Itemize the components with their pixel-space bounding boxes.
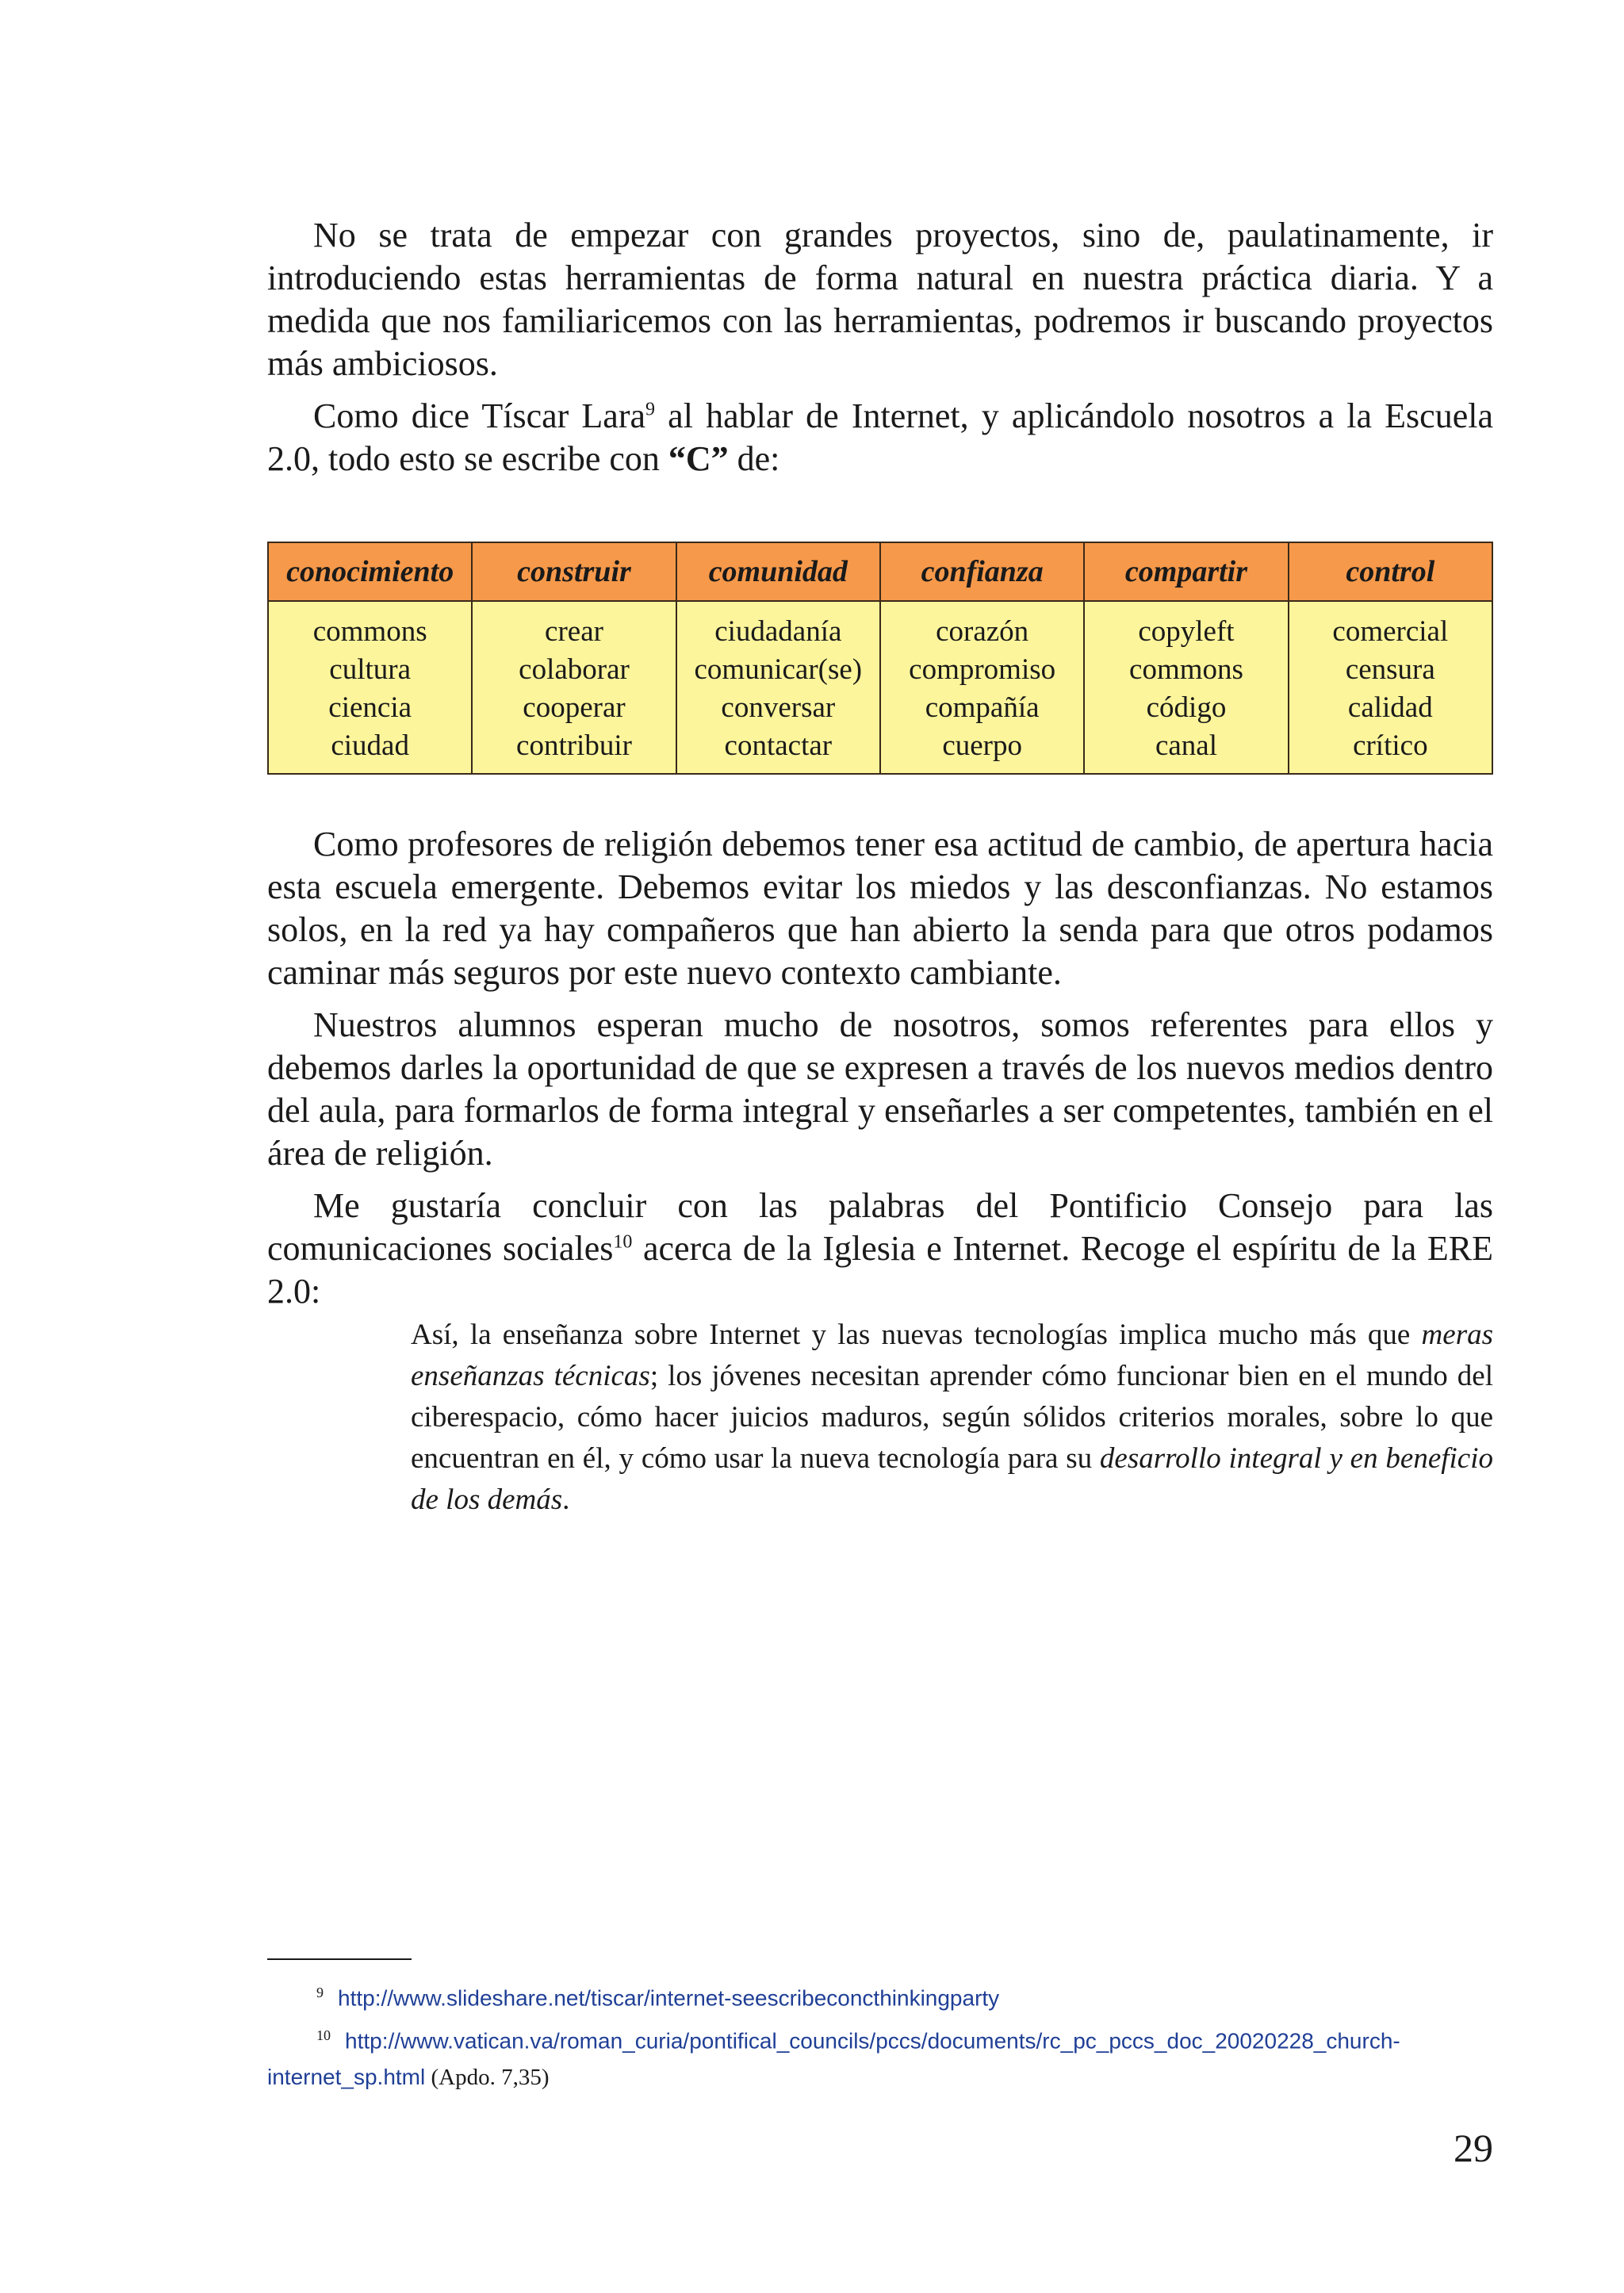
header-cell: conocimiento bbox=[268, 542, 472, 601]
paragraph-5 bbox=[267, 1185, 1493, 1313]
cell-word: contribuir bbox=[516, 729, 632, 762]
cell-word: colaborar bbox=[519, 653, 630, 686]
quote-italic-b: meras enseñanzas técnicas bbox=[411, 1319, 1493, 1392]
cell-word: ciudad bbox=[331, 729, 409, 762]
page-number: 29 bbox=[1454, 2126, 1493, 2170]
header-cell: comunidad bbox=[676, 542, 880, 601]
footnote-ref-9[interactable]: 9 bbox=[645, 399, 656, 420]
cell-word: crítico bbox=[1353, 729, 1428, 762]
cell-word: crear bbox=[545, 615, 603, 648]
paragraph-1: No se trata de empezar con grandes proyectos, sino de, paulatinamente, ir introduciendo estas herramientas de forma natural en nuestra práctica diaria. Y a medida que nos familiaricemos con las herramientas, podremos ir buscando proyectos más ambiciosos. bbox=[267, 216, 1493, 383]
quote-text-c: ; los jóvenes necesitan aprender cómo funcionar bien en el mundo del ciberespacio, cómo hacer juicios maduros, según sólidos criterios morales, sobre lo que encuentran en él, y cómo usar la nueva tecnología para su bbox=[411, 1360, 1493, 1475]
body-text bbox=[267, 823, 1493, 1323]
cell-word: commons bbox=[1129, 653, 1243, 686]
cell-word: compromiso bbox=[909, 653, 1056, 686]
table-cell bbox=[1084, 601, 1288, 774]
footnote-10 bbox=[267, 2017, 1493, 2096]
header-cell: compartir bbox=[1084, 542, 1288, 601]
header-cell: control bbox=[1289, 542, 1492, 601]
table-cell bbox=[880, 601, 1084, 774]
cell-word: copyleft bbox=[1138, 615, 1235, 648]
intro-text bbox=[267, 214, 1493, 490]
quote-text-e: . bbox=[562, 1483, 570, 1516]
p2-text-d: de: bbox=[728, 439, 780, 478]
cell-word: compañía bbox=[925, 691, 1040, 724]
block-quote bbox=[411, 1315, 1493, 1521]
paragraph-2 bbox=[267, 395, 1493, 480]
c-words-table bbox=[267, 542, 1493, 775]
cell-word: calidad bbox=[1347, 691, 1433, 724]
cell-word: comunicar(se) bbox=[694, 653, 863, 686]
table-row bbox=[268, 601, 1492, 774]
cell-word: ciudadanía bbox=[714, 615, 842, 648]
footnote-9 bbox=[267, 1974, 1493, 2017]
p5-text-a: Me gustaría concluir con las palabras del Pontificio Consejo para las comunicaciones sociales bbox=[267, 1186, 1493, 1268]
header-cell: confianza bbox=[880, 542, 1084, 601]
header-cell: construir bbox=[472, 542, 676, 601]
footnote-link[interactable]: http://www.slideshare.net/tiscar/internet-seescribeconcthinkingparty bbox=[338, 1985, 1000, 2011]
footnote-separator bbox=[267, 1958, 412, 1960]
p2-text-b: al hablar de Internet, y aplicándolo nosotros a la Escuela 2.0, todo esto se escribe con bbox=[267, 396, 1493, 478]
footnotes bbox=[267, 1974, 1493, 2096]
cell-word: cuerpo bbox=[942, 729, 1022, 762]
cell-word: ciencia bbox=[328, 691, 412, 724]
cell-word: contactar bbox=[724, 729, 833, 762]
cell-word: commons bbox=[312, 615, 427, 648]
table-cell bbox=[472, 601, 676, 774]
table-cell bbox=[268, 601, 472, 774]
p2-bold-c: “C” bbox=[668, 439, 729, 478]
p2-text-a: Como dice Tíscar Lara bbox=[313, 396, 646, 435]
paragraph-3: Como profesores de religión debemos tener esa actitud de cambio, de apertura hacia esta escuela emergente. Debemos evitar los miedos y las desconfianzas. No estamos solos, en la red ya hay compañeros que han abierto la senda para que otros podamos caminar más seguros por este nuevo contexto cambiante. bbox=[267, 825, 1493, 992]
cell-word: código bbox=[1146, 691, 1227, 724]
p5-text-b: acerca de la Iglesia e Internet. Recoge el espíritu de la ERE 2.0: bbox=[267, 1229, 1493, 1311]
footnote-ref-10[interactable]: 10 bbox=[613, 1231, 633, 1253]
footnote-number: 9 bbox=[316, 1985, 324, 2000]
cell-word: cultura bbox=[329, 653, 412, 686]
paragraph-4: Nuestros alumnos esperan mucho de nosotros, somos referentes para ellos y debemos darles la oportunidad de que se expresen a través de los nuevos medios dentro del aula, para formarlos de forma integral y enseñarles a ser competentes, también en el área de religión. bbox=[267, 1005, 1493, 1173]
cell-word: corazón bbox=[936, 615, 1029, 648]
footnote-number: 10 bbox=[316, 2027, 331, 2043]
table-header-row bbox=[268, 542, 1492, 601]
cell-word: canal bbox=[1155, 729, 1217, 762]
quote-text-a: Así, la enseñanza sobre Internet y las nuevas tecnologías implica mucho más que bbox=[411, 1319, 1422, 1351]
cell-word: censura bbox=[1345, 653, 1435, 686]
table-cell bbox=[1289, 601, 1492, 774]
footnote-suffix: (Apdo. 7,35) bbox=[425, 2065, 550, 2091]
footnote-link[interactable]: http://www.vatican.va/roman_curia/pontifical_councils/pccs/documents/rc_pc_pccs_doc_20020228_church-internet_sp.html bbox=[267, 2028, 1400, 2090]
quote-italic-d: desarrollo integral y en beneficio de los demás bbox=[411, 1442, 1493, 1516]
cell-word: cooperar bbox=[523, 691, 626, 724]
cell-word: comercial bbox=[1332, 615, 1449, 648]
cell-word: conversar bbox=[721, 691, 836, 724]
table-cell bbox=[676, 601, 880, 774]
